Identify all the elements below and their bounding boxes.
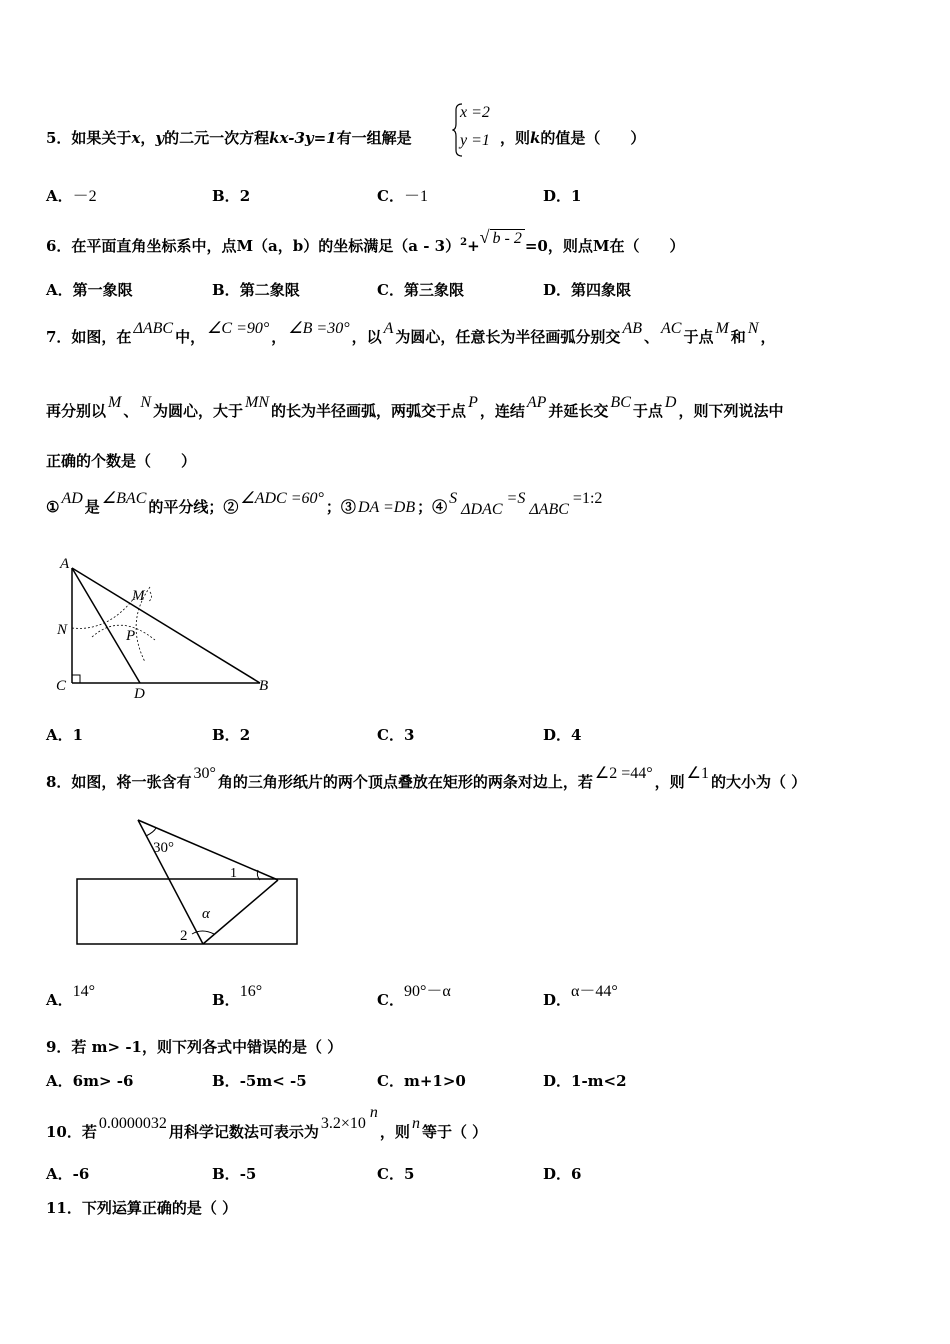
label-30deg: 30° xyxy=(153,840,174,856)
q5-option-b[interactable]: B．2 xyxy=(212,187,251,205)
q6-option-b[interactable]: B．第二象限 xyxy=(212,281,300,299)
q7-option-d[interactable]: D．4 xyxy=(543,726,582,744)
q7-stem-line1: 7．如图，在 ΔABC 中， ∠C =90° ， ∠B =30° ，以 A 为圆心，任意长为半径画弧分别交 AB 、 AC 于点 M 和 N ， xyxy=(46,320,776,346)
q6-option-d[interactable]: D．第四象限 xyxy=(543,281,632,299)
q7-option-c[interactable]: C．3 xyxy=(377,726,415,744)
q8-option-c[interactable]: C．90°－α xyxy=(377,983,451,1009)
q7-stem-line3: 正确的个数是（ ） xyxy=(46,452,197,470)
q5-option-a[interactable]: A．－2 xyxy=(46,187,97,205)
triangle-side-right xyxy=(203,880,278,944)
label-p: P xyxy=(126,628,136,644)
q9-option-d[interactable]: D．1-m<2 xyxy=(543,1072,627,1090)
q7-option-b[interactable]: B．2 xyxy=(212,726,251,744)
angle-arc-30 xyxy=(146,828,156,836)
label-alpha: α xyxy=(202,906,210,922)
q6-option-a[interactable]: A．第一象限 xyxy=(46,281,133,299)
q10-option-c[interactable]: C．5 xyxy=(377,1165,415,1183)
q5-option-d[interactable]: D．1 xyxy=(543,187,582,205)
label-d: D xyxy=(134,686,145,702)
q10-stem: 10．若 0.0000032 用科学记数法可表示为 $3.2\times 10^n$，则 n 等于（ ） xyxy=(46,1104,488,1141)
q9-option-c[interactable]: C．m+1>0 xyxy=(377,1072,466,1090)
q5-stem-end: ，则k的值是（ ） xyxy=(500,129,646,147)
label-1: 1 xyxy=(230,866,237,881)
q7-stem-line2: 再分别以 M 、 N 为圆心，大于 MN 的长为半径画弧，两弧交于点 P ，连结 AP 并延长交 BC 于点 D ，则下列说法中 xyxy=(46,394,784,420)
q9-option-b[interactable]: B．-5m< -5 xyxy=(212,1072,307,1090)
q8-option-a[interactable]: A．14° xyxy=(46,983,96,1009)
label-b: B xyxy=(259,678,269,694)
q8-option-d[interactable]: D．α－44° xyxy=(543,983,618,1009)
right-angle-mark xyxy=(72,675,80,683)
segment-ad xyxy=(72,568,140,683)
arc-center-a xyxy=(72,597,135,628)
label-2: 2 xyxy=(180,928,188,944)
q7-statements: ① AD 是 ∠BAC 的平分线；② ∠ADC =60° ；③ DA =DB ；④ $S_{\Delta DAC}=S_{\Delta ABC}=1:2$ xyxy=(46,490,603,518)
triangle-side-left xyxy=(138,820,203,944)
q5-equation: kx-3y=1 xyxy=(269,129,337,147)
sqrt-icon: √ xyxy=(479,227,490,247)
q10-option-d[interactable]: D．6 xyxy=(543,1165,582,1183)
q6-stem: 6．在平面直角坐标系中，点M（a，b）的坐标满足（a - 3）$^2$+√ b - 2 =0，则点M在（ ） xyxy=(46,227,685,255)
q8-option-b[interactable]: B．16° xyxy=(212,983,263,1009)
arc-small-m xyxy=(148,592,152,602)
q8-figure xyxy=(70,812,310,952)
q7-figure xyxy=(50,552,290,702)
q9-stem: 9．若 m> -1，则下列各式中错误的是（ ） xyxy=(46,1038,343,1056)
q7-option-a[interactable]: A．1 xyxy=(46,726,84,744)
q9-option-a[interactable]: A．6m> -6 xyxy=(46,1072,134,1090)
label-a: A xyxy=(60,556,70,572)
q10-option-a[interactable]: A．-6 xyxy=(46,1165,90,1183)
q8-stem: 8．如图，将一张含有 30° 角的三角形纸片的两个顶点叠放在矩形的两条对边上，若 ∠2 =44° ，则 ∠1 的大小为（ ） xyxy=(46,765,807,791)
q5-option-c[interactable]: C．－1 xyxy=(377,187,428,205)
label-n: N xyxy=(57,622,68,638)
q6-option-c[interactable]: C．第三象限 xyxy=(377,281,464,299)
q5-stem: 5．如果关于x，y的二元一次方程kx-3y=1有一组解是 xyxy=(46,129,412,147)
label-c: C xyxy=(56,678,67,694)
label-m: M xyxy=(132,588,145,604)
arc-center-m xyxy=(92,625,155,640)
q10-option-b[interactable]: B．-5 xyxy=(212,1165,257,1183)
q11-stem: 11．下列运算正确的是（ ） xyxy=(46,1199,238,1217)
side-ab xyxy=(72,568,260,683)
q5-equation-system: x =2 y =1 xyxy=(452,102,512,158)
angle-arc-2 xyxy=(192,931,214,934)
